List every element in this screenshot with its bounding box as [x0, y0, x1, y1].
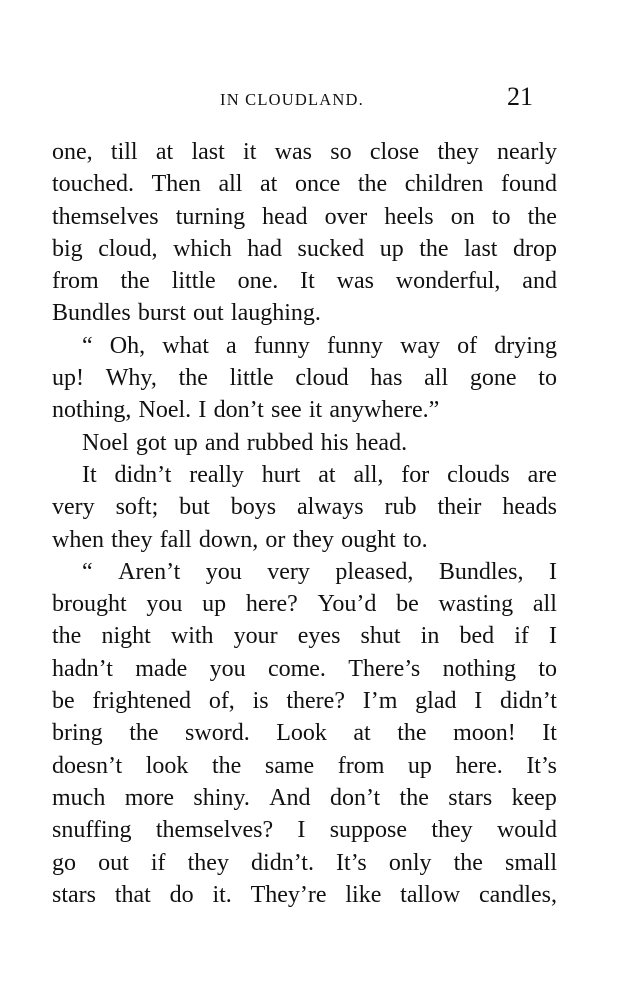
- word: I: [297, 817, 306, 844]
- word: to.: [402, 526, 428, 553]
- word: drying: [494, 332, 557, 359]
- word: what: [162, 332, 209, 359]
- word: same: [264, 752, 315, 779]
- word: on: [450, 203, 475, 230]
- word: There’s: [348, 655, 421, 682]
- word: Oh,: [109, 332, 146, 359]
- word: all: [532, 591, 557, 618]
- word: if: [514, 623, 529, 650]
- word: but: [179, 494, 210, 521]
- word: very: [267, 558, 310, 585]
- text-line: [52, 362, 557, 394]
- word: rub: [384, 494, 417, 521]
- text-line: [52, 491, 557, 523]
- word: really: [189, 461, 244, 488]
- word: funny: [253, 332, 310, 359]
- word: if: [150, 849, 166, 876]
- word: the: [357, 171, 388, 198]
- word: stars: [52, 881, 96, 908]
- word: stars: [448, 784, 493, 811]
- word: once: [294, 171, 341, 198]
- word: very: [52, 494, 95, 521]
- word: at: [260, 171, 278, 198]
- word: didn’t: [114, 461, 172, 488]
- word: close: [369, 139, 420, 165]
- word: their: [437, 494, 482, 521]
- word: I: [474, 688, 483, 715]
- word: laughing.: [230, 300, 321, 327]
- text-line: [52, 233, 557, 265]
- word: the: [453, 849, 483, 876]
- running-title: IN CLOUDLAND.: [220, 90, 364, 109]
- word: and: [522, 268, 557, 295]
- word: heels: [384, 203, 434, 230]
- word: the: [397, 720, 427, 747]
- word: keep: [511, 784, 557, 811]
- word: night: [101, 623, 151, 650]
- word: with: [170, 623, 214, 650]
- word: that: [114, 881, 151, 908]
- word: hurt: [261, 461, 301, 488]
- word: heads: [502, 494, 557, 521]
- word: up!: [52, 365, 84, 392]
- word: all: [424, 365, 449, 392]
- word: was: [274, 139, 312, 165]
- word: Noel.: [138, 397, 192, 424]
- word: head: [262, 203, 308, 230]
- word: shut: [360, 623, 401, 650]
- word: your: [233, 623, 278, 650]
- word: soft;: [115, 494, 159, 521]
- word: you: [205, 558, 242, 585]
- word: all,: [353, 461, 384, 488]
- text-line: [52, 136, 557, 168]
- text-line: [52, 459, 557, 491]
- text-line: [52, 524, 557, 556]
- word: or: [265, 526, 286, 553]
- word: candles,: [478, 881, 557, 908]
- word: nearly: [497, 139, 557, 165]
- text-line: [52, 297, 557, 329]
- word: do: [169, 881, 194, 908]
- text-line: [52, 620, 557, 652]
- word: made: [135, 655, 188, 682]
- text-line: [52, 782, 557, 814]
- text-line: [52, 588, 557, 620]
- word: only: [388, 849, 432, 876]
- word: nothing,: [52, 397, 132, 424]
- word: here.: [455, 752, 503, 779]
- word: Bundles: [52, 300, 131, 327]
- word: shiny.: [193, 784, 250, 811]
- text-line: [52, 847, 557, 879]
- word: funny: [326, 332, 383, 359]
- word: be: [396, 591, 419, 618]
- word: one,: [52, 139, 93, 165]
- word: which: [173, 235, 232, 262]
- word: here?: [245, 591, 298, 618]
- word: up: [173, 429, 198, 456]
- word: there?: [286, 688, 345, 715]
- word: I: [549, 623, 557, 650]
- word: it: [243, 139, 257, 165]
- word: sword.: [185, 720, 250, 747]
- word: frightened: [92, 688, 192, 715]
- word: “: [82, 332, 93, 359]
- word: has: [370, 365, 403, 392]
- word: pleased,: [335, 558, 414, 585]
- text-line: [52, 556, 557, 588]
- word: wasting: [438, 591, 514, 618]
- text-line: [52, 201, 557, 233]
- word: out: [98, 849, 129, 876]
- word: last: [191, 139, 225, 165]
- word: cloud,: [98, 235, 158, 262]
- word: I: [548, 558, 557, 585]
- word: I: [198, 397, 207, 424]
- word: for: [401, 461, 430, 488]
- word: the: [399, 784, 429, 811]
- word: they: [431, 817, 473, 844]
- word: children: [404, 171, 484, 198]
- text-line: [52, 394, 557, 426]
- word: moon!: [453, 720, 516, 747]
- word: always: [296, 494, 364, 521]
- word: more: [124, 784, 175, 811]
- word: see: [270, 397, 302, 424]
- word: doesn’t: [52, 752, 123, 779]
- word: snuffing: [52, 817, 132, 844]
- word: to: [491, 203, 511, 230]
- word: They’re: [250, 881, 327, 908]
- word: they: [437, 139, 479, 165]
- word: the: [211, 752, 242, 779]
- page-number: 21: [507, 82, 533, 111]
- word: tallow: [400, 881, 461, 908]
- word: of: [457, 332, 478, 359]
- word: you: [146, 591, 183, 618]
- word: don’t: [329, 784, 381, 811]
- word: all: [218, 171, 243, 198]
- text-line: [52, 330, 557, 362]
- text-line: [52, 265, 557, 297]
- word: burst: [137, 300, 186, 327]
- word: till: [110, 139, 138, 165]
- word: It: [82, 461, 97, 488]
- word: much: [52, 784, 106, 811]
- word: got: [135, 429, 167, 456]
- word: are: [527, 461, 557, 488]
- word: the: [120, 268, 150, 295]
- word: so: [330, 139, 352, 165]
- word: It’s: [336, 849, 367, 876]
- word: glad: [415, 688, 457, 715]
- word: would: [496, 817, 557, 844]
- text-line: [52, 653, 557, 685]
- word: at: [353, 720, 371, 747]
- word: from: [52, 268, 99, 295]
- word: up: [202, 591, 227, 618]
- word: themselves?: [155, 817, 274, 844]
- word: It: [542, 720, 557, 747]
- word: gone: [469, 365, 517, 392]
- word: they: [187, 849, 229, 876]
- word: I’m: [362, 688, 398, 715]
- word: turning: [175, 203, 246, 230]
- word: little: [229, 365, 274, 392]
- word: anywhere.”: [329, 397, 440, 424]
- word: brought: [52, 591, 127, 618]
- word: themselves: [52, 203, 159, 230]
- word: drop: [513, 235, 557, 262]
- text-line: [52, 717, 557, 749]
- word: to: [538, 655, 557, 682]
- word: the: [52, 623, 82, 650]
- word: down,: [198, 526, 259, 553]
- word: had: [247, 235, 282, 262]
- word: the: [527, 203, 557, 230]
- word: found: [500, 171, 557, 198]
- word: the: [178, 365, 208, 392]
- text-line: [52, 750, 557, 782]
- word: like: [345, 881, 382, 908]
- word: one.: [237, 268, 279, 295]
- word: boys: [230, 494, 277, 521]
- word: at: [318, 461, 336, 488]
- word: And: [269, 784, 311, 811]
- text-line: [52, 427, 557, 459]
- word: out: [193, 300, 224, 327]
- word: It: [300, 268, 315, 295]
- word: they: [292, 526, 334, 553]
- word: way: [400, 332, 441, 359]
- text-line: [52, 168, 557, 200]
- word: his: [320, 429, 349, 456]
- word: don’t: [213, 397, 264, 424]
- word: clouds: [447, 461, 510, 488]
- word: at: [155, 139, 174, 165]
- word: bed: [459, 623, 495, 650]
- word: over: [324, 203, 368, 230]
- word: to: [538, 365, 557, 392]
- word: up: [407, 752, 432, 779]
- word: little: [171, 268, 216, 295]
- word: touched.: [52, 171, 134, 198]
- word: wonderful,: [395, 268, 501, 295]
- word: the: [129, 720, 159, 747]
- word: it.: [212, 881, 232, 908]
- word: hadn’t: [52, 655, 113, 682]
- word: you: [209, 655, 246, 682]
- word: small: [505, 849, 557, 876]
- word: eyes: [297, 623, 341, 650]
- text-line: [52, 879, 557, 911]
- word: Then: [151, 171, 201, 198]
- word: be: [52, 688, 75, 715]
- word: cloud: [295, 365, 349, 392]
- word: didn’t.: [251, 849, 314, 876]
- word: fall: [159, 526, 192, 553]
- word: “: [82, 558, 93, 585]
- word: suppose: [329, 817, 408, 844]
- word: look: [145, 752, 189, 779]
- word: is: [252, 688, 269, 715]
- word: of,: [208, 688, 235, 715]
- word: head.: [355, 429, 408, 456]
- word: a: [226, 332, 237, 359]
- word: when: [52, 526, 104, 553]
- word: in: [420, 623, 440, 650]
- word: and: [204, 429, 240, 456]
- word: from: [337, 752, 385, 779]
- word: big: [52, 235, 83, 262]
- word: the: [419, 235, 449, 262]
- word: Look: [276, 720, 327, 747]
- word: sucked: [297, 235, 365, 262]
- word: Aren’t: [118, 558, 181, 585]
- word: It’s: [526, 752, 557, 779]
- word: rubbed: [246, 429, 314, 456]
- word: bring: [52, 720, 103, 747]
- body-text: [52, 136, 557, 911]
- word: ought: [341, 526, 396, 553]
- word: last: [464, 235, 498, 262]
- word: up: [379, 235, 404, 262]
- word: was: [336, 268, 374, 295]
- word: it: [308, 397, 323, 424]
- text-line: [52, 814, 557, 846]
- word: nothing: [442, 655, 516, 682]
- word: come.: [267, 655, 326, 682]
- word: You’d: [317, 591, 377, 618]
- word: Bundles,: [438, 558, 524, 585]
- text-line: [52, 685, 557, 717]
- word: didn’t: [500, 688, 557, 715]
- word: Noel: [82, 429, 129, 456]
- word: they: [111, 526, 153, 553]
- word: Why,: [105, 365, 157, 392]
- word: go: [52, 849, 76, 876]
